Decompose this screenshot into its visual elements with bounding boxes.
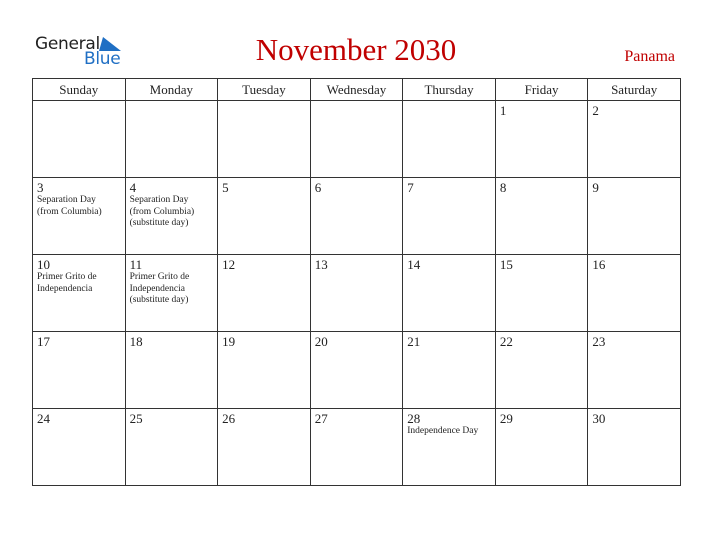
weekday-header: Tuesday [218, 79, 311, 101]
day-cell [33, 178, 126, 255]
day-cell [588, 101, 681, 178]
day-cell [125, 409, 218, 486]
weekday-header: Friday [495, 79, 588, 101]
day-cell [495, 332, 588, 409]
day-cell [495, 409, 588, 486]
logo-text-blue: Blue [84, 49, 121, 69]
day-number: 6 [314, 180, 322, 195]
day-number: 26 [222, 411, 236, 426]
day-cell [310, 255, 403, 332]
day-cell [218, 178, 311, 255]
day-number: 19 [222, 334, 236, 349]
day-cell [403, 255, 496, 332]
week-row [33, 178, 681, 255]
day-cell [125, 255, 218, 332]
day-number: 15 [499, 257, 513, 272]
page-title: November 2030 [255, 32, 457, 67]
day-cell [310, 178, 403, 255]
day-cell [125, 101, 218, 178]
week-row [33, 409, 681, 486]
weekday-header: Thursday [403, 79, 496, 101]
day-cell [33, 255, 126, 332]
day-cell [495, 255, 588, 332]
day-number: 13 [314, 257, 328, 272]
day-number: 7 [407, 180, 414, 195]
day-number: 21 [407, 334, 421, 349]
day-number: 16 [592, 257, 606, 272]
holiday-label: Independence Day [407, 426, 479, 436]
day-number: 18 [129, 334, 143, 349]
holiday-label: Primer Grito de Independencia [37, 272, 97, 294]
logo-text-general: General [35, 34, 100, 54]
day-number: 23 [592, 334, 606, 349]
day-cell [588, 255, 681, 332]
day-cell [403, 332, 496, 409]
day-number: 25 [129, 411, 143, 426]
week-row [33, 255, 681, 332]
day-cell [125, 178, 218, 255]
day-cell [588, 178, 681, 255]
day-cell [33, 101, 126, 178]
weekday-header: Saturday [588, 79, 681, 101]
day-cell [218, 101, 311, 178]
day-cell [218, 255, 311, 332]
weekday-header: Wednesday [310, 79, 403, 101]
day-number: 9 [592, 180, 599, 195]
day-cell [403, 101, 496, 178]
day-number: 5 [222, 180, 229, 195]
day-cell [218, 332, 311, 409]
day-number: 11 [129, 257, 143, 272]
day-number: 28 [407, 411, 421, 426]
day-number: 1 [499, 103, 507, 118]
day-cell [310, 101, 403, 178]
day-number: 24 [37, 411, 50, 426]
day-cell [495, 101, 588, 178]
day-number: 30 [592, 411, 606, 426]
day-number: 29 [499, 411, 513, 426]
day-cell [403, 409, 496, 486]
day-number: 2 [592, 103, 599, 118]
day-cell [403, 178, 496, 255]
day-cell [588, 409, 681, 486]
weekday-header: Monday [125, 79, 218, 101]
day-cell [588, 332, 681, 409]
day-number: 20 [314, 334, 328, 349]
day-number: 8 [499, 180, 507, 195]
calendar-grid [32, 78, 681, 486]
day-number: 3 [37, 180, 44, 195]
day-cell [218, 409, 311, 486]
holiday-label: Primer Grito de Independencia (substitute day) [129, 272, 190, 305]
holiday-label: Separation Day (from Columbia) (substitute day) [129, 195, 195, 228]
day-cell [33, 332, 126, 409]
weekday-header: Sunday [33, 79, 126, 101]
country-label: Panama [624, 48, 675, 65]
day-number: 22 [499, 334, 513, 349]
weekday-header-row [33, 79, 681, 101]
day-cell [310, 409, 403, 486]
day-cell [33, 409, 126, 486]
day-number: 14 [407, 257, 421, 272]
day-cell [495, 178, 588, 255]
day-number: 17 [37, 334, 50, 349]
week-row [33, 101, 681, 178]
day-number: 4 [129, 180, 137, 195]
holiday-label: Separation Day (from Columbia) [37, 195, 102, 217]
day-cell [125, 332, 218, 409]
week-row [33, 332, 681, 409]
day-number: 12 [222, 257, 236, 272]
day-number: 27 [314, 411, 328, 426]
day-cell [310, 332, 403, 409]
day-number: 10 [37, 257, 50, 272]
